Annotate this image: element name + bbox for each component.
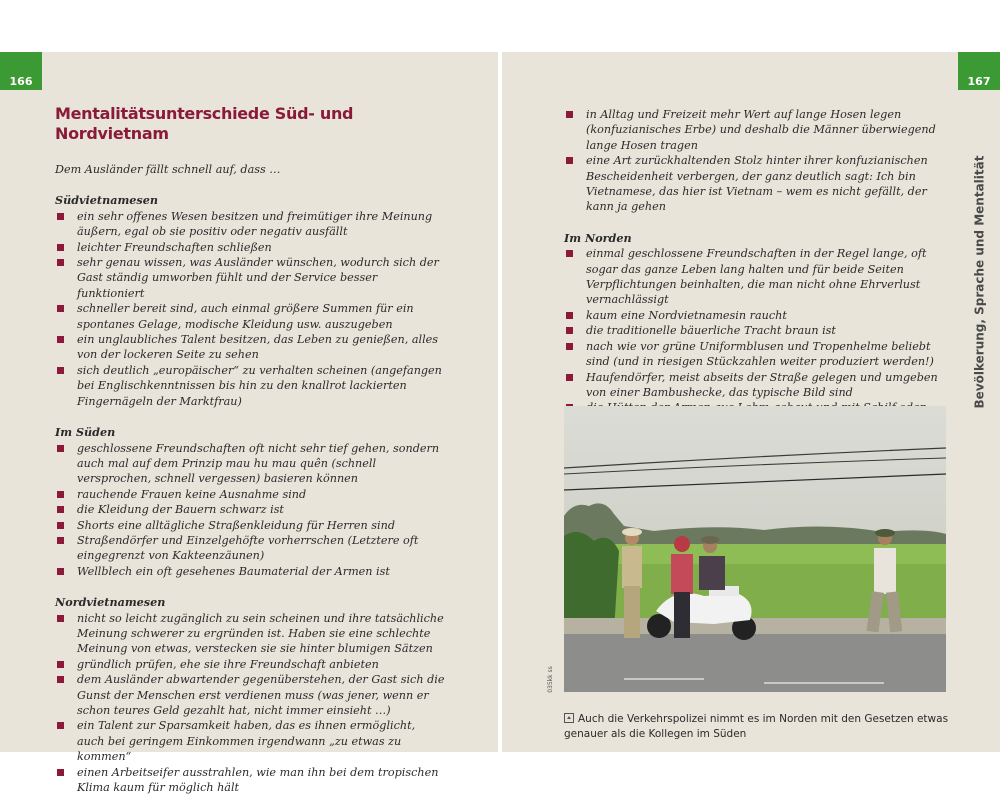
list-item: geschlossene Freundschaften oft nicht sehr tief gehen, sondern auch mal auf dem Prinzip mau hu mau quên (schnell versprochen, schnell vergessen) basieren können [55, 441, 445, 487]
list-item: die Kleidung der Bauern schwarz ist [55, 502, 445, 517]
chapter-side-label-text: Bevölkerung, Sprache und Mentalität [972, 155, 987, 409]
list-item: ein Talent zur Sparsamkeit haben, das es ihnen ermöglicht, auch bei geringem Einkommen irgendwann „zu etwas zu kommen“ [55, 718, 445, 764]
list-im-sueden [55, 441, 445, 580]
section-heading-suedvietnamesen: Südvietnamesen [55, 193, 158, 208]
list-nordvietnamesen [55, 611, 445, 796]
list-item: Haufendörfer, meist abseits der Straße gelegen und umgeben von einer Bambushecke, das typische Bild sind [564, 370, 949, 401]
photo-credit-text: 035kk ss [546, 665, 554, 693]
right-page [502, 52, 1000, 752]
page-number-left: 166 [0, 52, 42, 90]
list-item: leichter Freundschaften schließen [55, 240, 445, 255]
chapter-side-label [960, 152, 998, 412]
list-item: schneller bereit sind, auch einmal größere Summen für ein spontanes Gelage, modische Kleidung usw. auszugeben [55, 301, 445, 332]
list-item: ein sehr offenes Wesen besitzen und freimütiger ihre Meinung äußern, egal ob sie positiv oder negativ ausfällt [55, 209, 445, 240]
list-item: kaum eine Nordvietnamesin raucht [564, 308, 949, 323]
list-item: ein unglaubliches Talent besitzen, das Leben zu genießen, alles von der lockeren Seite zu sehen [55, 332, 445, 363]
section-heading-im-sueden: Im Süden [55, 425, 116, 440]
photo-caption-marker-icon [564, 713, 574, 723]
list-item: dem Ausländer abwartender gegenüberstehen, der Gast sich die Gunst der Menschen erst verdienen muss (was jener, wenn er schon teures Geld gezahlt hat, nicht immer einsieht …) [55, 672, 445, 718]
right-page-content [564, 107, 949, 447]
list-continued [564, 107, 949, 215]
section-heading-im-norden: Im Norden [564, 230, 632, 245]
list-item: die traditionelle bäuerliche Tracht braun ist [564, 323, 949, 338]
list-item: nach wie vor grüne Uniformblusen und Tropenhelme beliebt sind (und in riesigen Stückzahlen weiter produziert werden!) [564, 339, 949, 370]
photo-illustration [564, 406, 946, 692]
list-item: Shorts eine alltägliche Straßenkleidung für Herren sind [55, 518, 445, 533]
photo-caption [564, 712, 949, 742]
section-heading-nordvietnamesen: Nordvietnamesen [55, 595, 166, 610]
list-item: in Alltag und Freizeit mehr Wert auf lange Hosen legen (konfuzianisches Erbe) und deshalb die Männer überwiegend lange Hosen tragen [564, 107, 949, 153]
left-page [0, 52, 498, 795]
list-item: rauchende Frauen keine Ausnahme sind [55, 487, 445, 502]
list-item: Wellblech ein oft gesehenes Baumaterial der Armen ist [55, 564, 445, 579]
list-item: einen Arbeitseifer ausstrahlen, wie man ihn bei dem tropischen Klima kaum für möglich hält [55, 765, 445, 796]
left-page-content [55, 104, 445, 811]
roadside-photo [564, 406, 946, 692]
list-item: einmal geschlossene Freundschaften in der Regel lange, oft sogar das ganze Leben lang halten und für beide Seiten Verpflichtungen beinhalten, die man nicht ohne Ehrverlust vernachlässigt [564, 246, 949, 308]
photo-caption-text: Auch die Verkehrspolizei nimmt es im Norden mit den Gesetzen etwas genauer als die Kollegen im Süden [564, 713, 949, 740]
list-item: sehr genau wissen, was Ausländer wünschen, wodurch sich der Gast ständig umworben fühlt und der Service besser funktioniert [55, 255, 445, 301]
list-item: nicht so leicht zugänglich zu sein scheinen und ihre tatsächliche Meinung schwerer zu ergründen ist. Haben sie eine schlechte Meinung von etwas, verstecken sie sie hinter blumigen Sätzen [55, 611, 445, 657]
list-item: sich deutlich „europäischer“ zu verhalten scheinen (angefangen bei Englischkenntnissen bis hin zu den knallrot lackierten Fingernägeln der Marktfrau) [55, 363, 445, 409]
list-item: eine Art zurückhaltenden Stolz hinter ihrer konfuzianischen Bescheidenheit verbergen, der ganz deutlich sagt: Ich bin Vietnamese, das hier ist Vietnam – wem es nicht gefällt, der kann ja gehen [564, 153, 949, 215]
intro-text: Dem Ausländer fällt schnell auf, dass … [55, 163, 281, 176]
list-im-norden [564, 246, 949, 431]
photo-credit [540, 664, 560, 694]
page-number-right: 167 [958, 52, 1000, 90]
list-item: Straßendörfer und Einzelgehöfte vorherrschen (Letztere oft eingegrenzt von Kakteenzäunen) [55, 533, 445, 564]
list-suedvietnamesen [55, 209, 445, 409]
page-title: Mentalitätsunterschiede Süd- und Nordvietnam [55, 104, 354, 143]
list-item: gründlich prüfen, ehe sie ihre Freundschaft anbieten [55, 657, 445, 672]
